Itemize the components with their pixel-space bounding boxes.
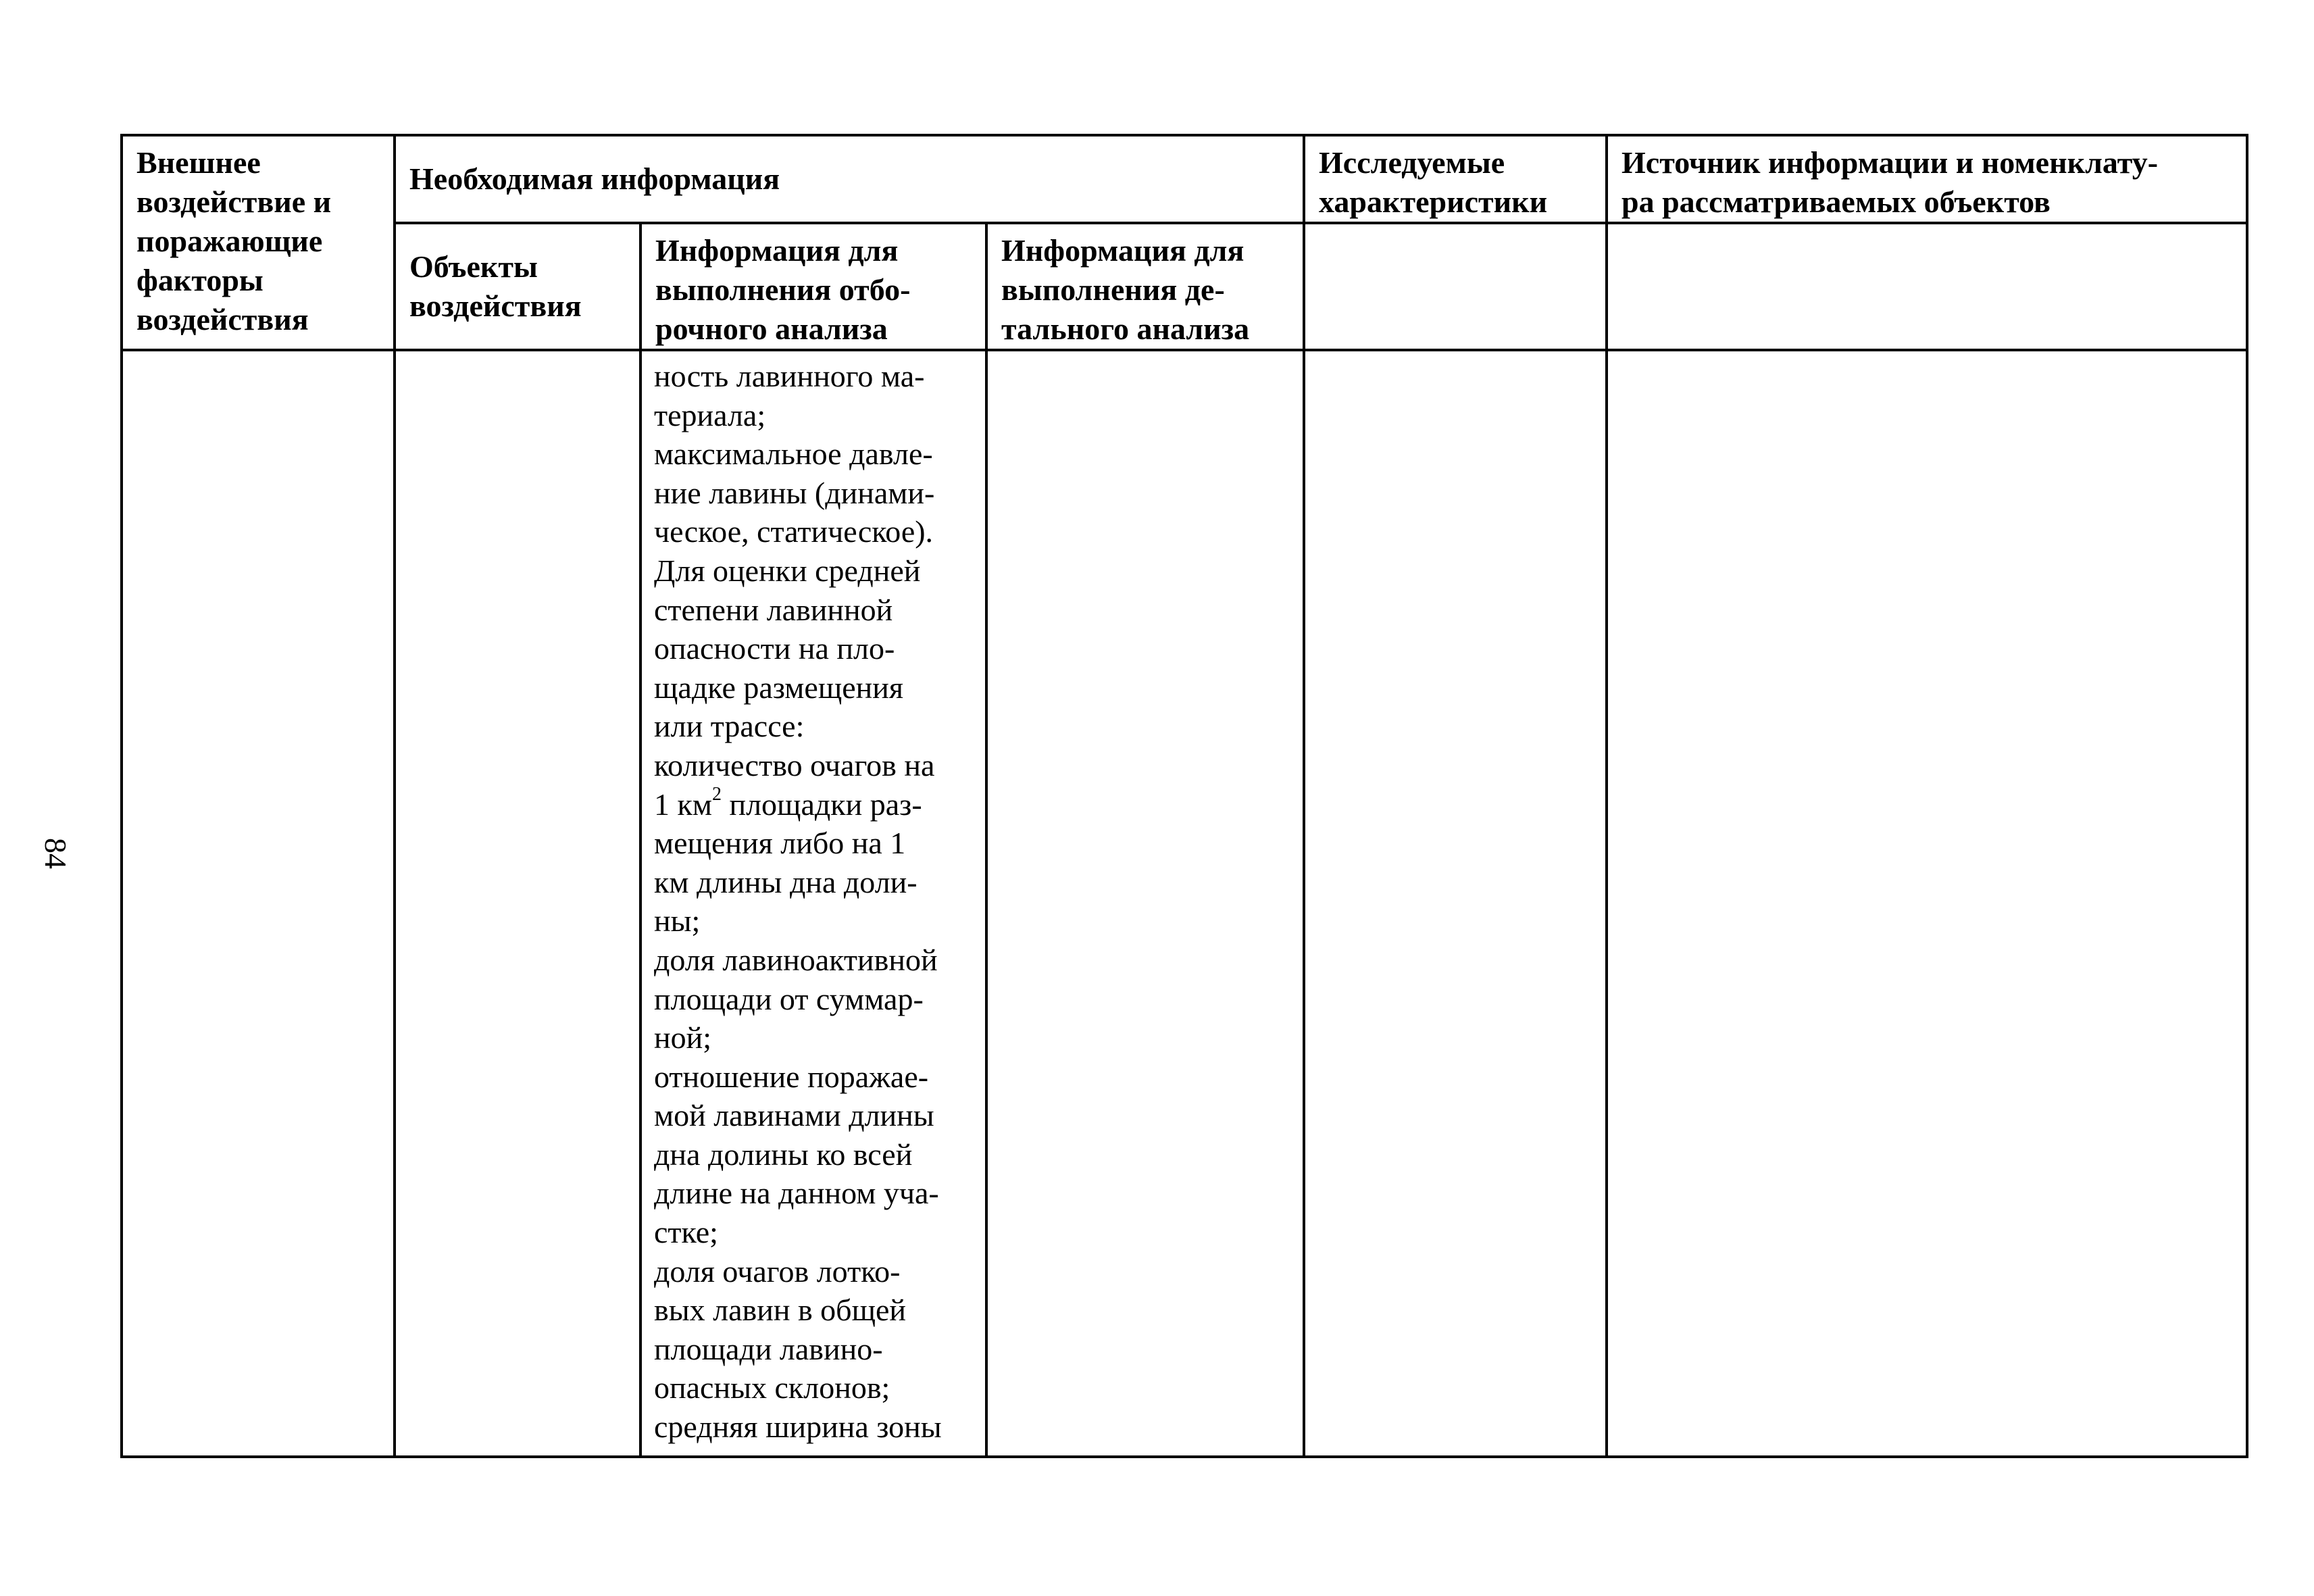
header-characteristics-empty: [1304, 223, 1607, 350]
header-detailed-info: [986, 223, 1304, 350]
header-objects: [395, 223, 640, 350]
header-external-impact-text: Внешнее воздействие и поражающие факторы воздействия: [136, 145, 332, 336]
header-characteristics-text: Исследуемые характеристики: [1319, 145, 1548, 219]
body-cell-screening: [640, 350, 986, 1457]
header-external-impact: [122, 135, 395, 350]
body-cell-objects: [395, 350, 640, 1457]
body-cell-characteristics: [1304, 350, 1607, 1457]
header-objects-text: Объекты воздействия: [409, 249, 582, 323]
header-detailed-info-text: Информация для выполнения де- тального анализа: [1001, 233, 1250, 346]
header-source-text: Источник информации и номенклату- ра рассматриваемых объектов: [1621, 145, 2159, 219]
header-required-info-text: Необходимая информация: [409, 161, 780, 196]
body-cell-detailed: [986, 350, 1304, 1457]
header-source: [1607, 135, 2247, 223]
superscript-two: 2: [711, 783, 722, 805]
screening-info-text: [642, 351, 985, 1447]
header-screening-info-text: Информация для выполнения отбо- рочного анализа: [655, 233, 911, 346]
screening-text-part1: ность лавинного ма- териала; максимальное давле- ние лавины (динами- ческое, статическое). Для оценки средней степени лавинной опасности на пло- щадке размещения или трассе: количество очагов на 1 км: [654, 359, 935, 822]
header-screening-info: [640, 223, 986, 350]
screening-text-part2: площадки раз- мещения либо на 1 км длины дна доли- ны; доля лавиноактивной площади от суммар- ной; отношение поражае- мой лавинами длины дна долины ко всей длине на данном уча- стке; доля очагов лотко- вых лавин в общей площади лавино- опасных склонов; средняя ширина зоны: [654, 787, 942, 1445]
header-source-empty: [1607, 223, 2247, 350]
body-cell-source: [1607, 350, 2247, 1457]
body-cell-external-impact: [122, 350, 395, 1457]
header-required-info: [395, 135, 1304, 223]
header-characteristics: [1304, 135, 1607, 223]
requirements-table: [120, 134, 2248, 1458]
page-number: 84: [39, 838, 73, 869]
